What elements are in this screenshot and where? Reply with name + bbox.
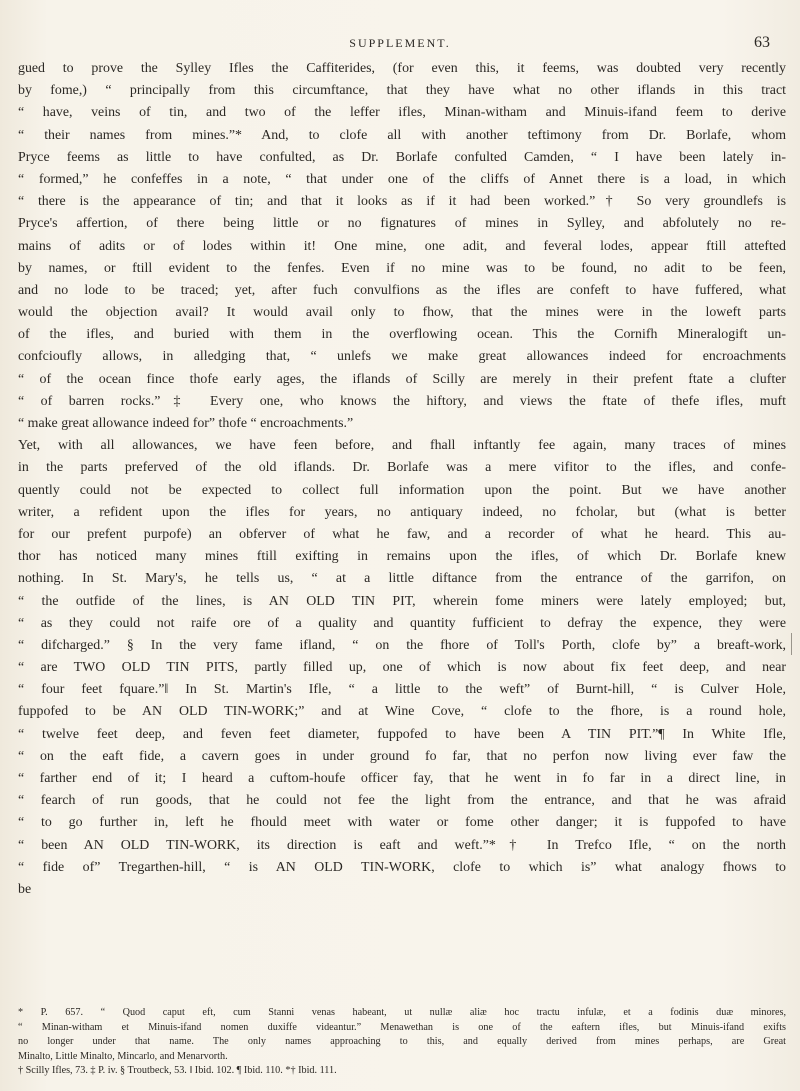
footnote-line: * P. 657. “ Quod caput eft, cum Stanni venas habeant, ut nullæ aliæ hoc tractu infulæ, et a fodinis duæ minores, [18,1007,786,1018]
text-line: confcioufly allows, in alledging that, “ unlefs we make great allowances indeed for encroachments [18,349,786,365]
text-line: “ there is the appearance of tin; and that it looks as if it had been worked.”† So very groundlefs is [18,194,786,210]
text-line: “ the outfide of the lines, is AN OLD TIN PIT, wherein fome miners were lately employed; but, [18,593,786,609]
text-line: fuppofed to be AN OLD TIN-WORK;” and at Wine Cove, “ clofe to the fhore, is a round hole, [18,704,786,720]
text-line: be [18,881,32,897]
text-line: Pryce feems as little to have confulted, as Dr. Borlafe confulted Camden, “ I have been lately in- [18,149,786,165]
text-line: “ fide of” Tregarthen-hill, “ is AN OLD TIN-WORK, clofe to which is” what analogy fhows to [18,859,786,875]
text-line: Yet, with all allowances, we have feen before, and fhall inftantly fee again, many traces of mines [18,438,786,454]
text-line: “ as they could not raife ore of a quality and quantity fufficient to defray the expence, they were [18,615,786,631]
text-line: would the objection avail? It would avail only to fhow, that the mines were in the loweft parts [18,305,786,321]
text-line: writer, a refident upon the ifles for years, no antiquary indeed, no fcholar, but (what is better [18,504,786,520]
text-line: nothing. In St. Mary's, he tells us, “ at a little diftance from the entrance of the garrifon, on [18,571,786,587]
page-number: 63 [754,34,770,51]
text-line: “ of barren rocks.”‡ Every one, who knows the hiftory, and views the ftate of thefe ifles, muft [18,393,786,409]
footnotes [18,1006,786,1079]
text-line: “ have, veins of tin, and two of the leffer ifles, Minan-witham and Minuis-ifand feem to derive [18,105,786,121]
footnote-line: Minalto, Little Minalto, Mincarlo, and Menarvorth. [18,1050,228,1062]
text-line: thor has noticed many mines ftill exifting in remains upon the ifles, of which Dr. Borlafe knew [18,549,786,565]
body-text [18,58,786,901]
text-line: “ make great allowance indeed for” thofe “ encroachments.” [18,416,354,431]
text-line: “ fearch of run goods, that he could not fee the light from the entrance, and that he was afraid [18,793,786,809]
text-line: of the ifles, and buried with them in the overflowing ocean. This the Cornifh Mineralogift un- [18,327,786,343]
text-line: “ on the eaft fide, a cavern goes in under ground fo far, that no perfon now living ever faw the [18,748,786,764]
text-line: “ formed,” he confeffes in a note, “ that under one of the cliffs of Annet there is a load, in which [18,171,786,187]
text-line: “ twelve feet deep, and feven feet diameter, fuppofed to have been A TIN PIT.”¶ In White Ifle, [18,726,786,742]
text-line: “ four feet fquare.”‖ In St. Martin's Ifle, “ a little to the weft” of Burnt-hill, “ is Culver Hole, [18,682,786,698]
text-line: “ their names from mines.”* And, to clofe all with another teftimony from Dr. Borlafe, whom [18,127,786,143]
text-line: quently could not be expected to collect full information upon the point. But we have another [18,482,786,498]
footnote-line: “ Minan-witham et Minuis-ifand nomen duxiffe videantur.” Menawethan is one of the eaftern ifles, but Minuis-ifand exifts [18,1021,786,1033]
text-line: “ are TWO OLD TIN PITS, partly filled up, one of which is now about fix feet deep, and near [18,660,786,676]
text-line: for our prefent purpofe) an obferver of what he faw, and a recorder of what he heard. This au- [18,526,786,542]
text-line: “ farther end of it; I heard a cuftom-houfe officer fay, that he went in fo far in a direct line, in [18,771,786,786]
text-line: in the parts preferved of the old iflands. Dr. Borlafe was a mere vifitor to the ifles, and confe- [18,460,786,476]
margin-mark [791,633,792,655]
text-line: “ been AN OLD TIN-WORK, its direction is eaft and weft.”*† In Trefco Ifle, “ on the north [18,837,786,853]
text-line: “ of the ocean fince thofe early ages, the iflands of Scilly are merely in their prefent ftate a clufter [18,371,786,387]
text-line: “ difcharged.” § In the very fame ifland, “ on the fhore of Toll's Porth, clofe by” a breaft-work, [18,637,786,653]
running-head: SUPPLEMENT. [349,36,451,50]
text-line: Pryce's affertion, of there being little or no fignatures of mines in Sylley, and abfolutely no re- [18,216,786,232]
footnote-line: † Scilly Ifles, 73. ‡ P. iv. § Troutbeck, 53. ‖ Ibid. 102. ¶ Ibid. 110. *† Ibid. 111. [18,1065,337,1076]
text-line: and no lode to be traced; yet, after fuch convulfions as the ifles are confeft to have fuffered, what [18,282,786,298]
text-line: gued to prove the Sylley Ifles the Caffiterides, (for even this, it feems, was doubted very recently [18,61,786,76]
text-line: mains of adits or of lodes within it! One mine, one adit, and feveral lodes, appear ftill attefted [18,238,786,254]
text-line: “ to go further in, left he fhould meet with water or fome other danger; it is fuppofed to have [18,815,786,831]
footnote-line: no longer under that name. The only names approaching to this, and equally derived from mines perhaps, are Great [18,1036,786,1047]
text-line: by fome,) “ principally from this circumftance, that they have what no other iflands in this tract [18,83,786,99]
text-line: by names, or ftill evident to the fenfes. Even if no mine was to be found, no adit to be feen, [18,260,786,276]
